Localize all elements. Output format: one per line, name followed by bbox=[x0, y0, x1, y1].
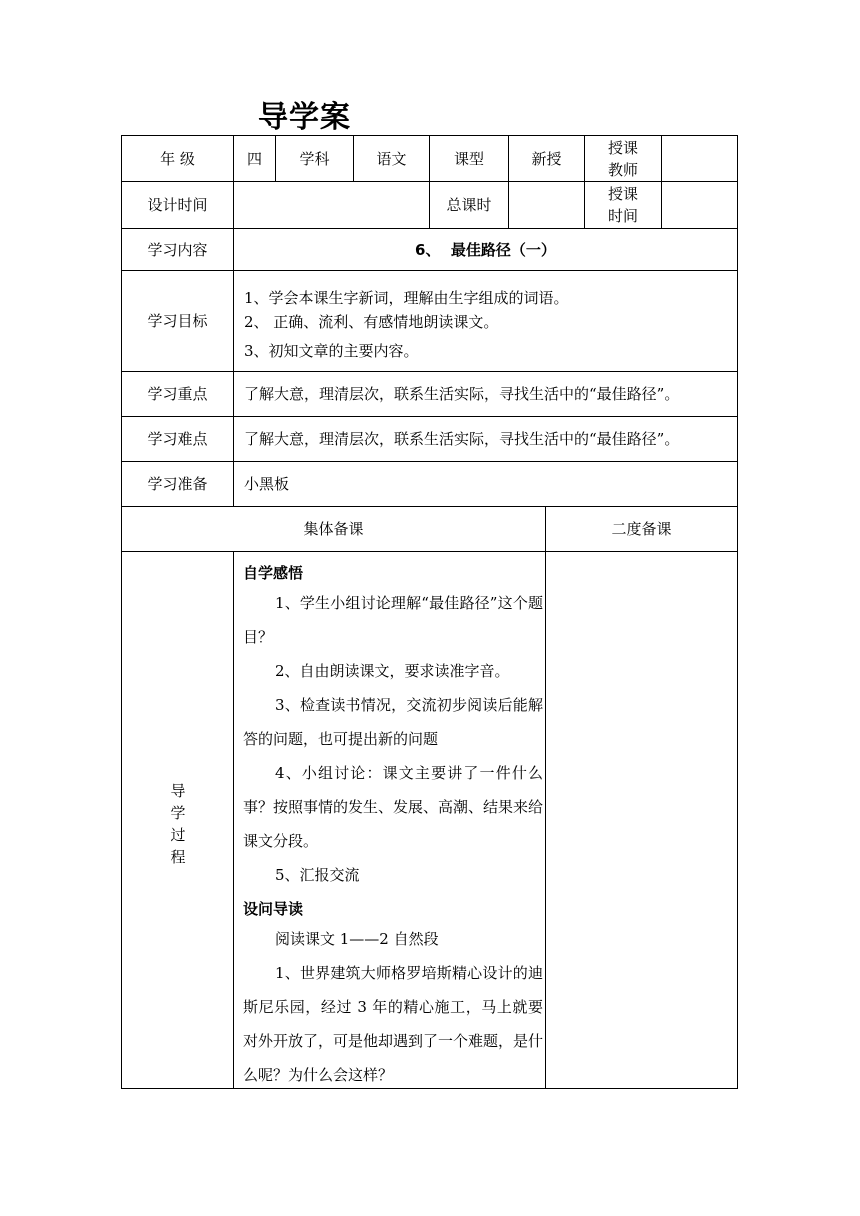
total-hours-value bbox=[509, 182, 584, 228]
process-label-char: 过 bbox=[170, 826, 186, 844]
process-content bbox=[243, 560, 543, 1092]
section-title: 自学感悟 bbox=[243, 564, 304, 582]
preparation-value: 小黑板 bbox=[244, 475, 290, 493]
process-item: 4、小组讨论：课文主要讲了一件什么事？按照事情的发生、发展、高潮、结果来给课文分段。 bbox=[243, 764, 544, 850]
process-label-char: 程 bbox=[170, 848, 186, 866]
grade-label: 年 级 bbox=[160, 149, 195, 168]
goals-label: 学习目标 bbox=[147, 312, 208, 330]
preparation-label: 学习准备 bbox=[147, 475, 208, 493]
process-item: 1、学生小组讨论理解“最佳路径”这个题目？ bbox=[243, 594, 543, 646]
design-time-label: 设计时间 bbox=[147, 196, 208, 214]
goal-item: 1、学会本课生字新词，理解由生字组成的词语。 bbox=[244, 289, 569, 307]
class-time-label: 授课 时间 bbox=[607, 185, 638, 225]
collective-prep-header: 集体备课 bbox=[303, 520, 364, 538]
teacher-value bbox=[662, 136, 737, 181]
process-label-char: 导 bbox=[170, 782, 186, 800]
content-value: 6、 最佳路径（一） bbox=[415, 240, 556, 259]
grade-value: 四 bbox=[246, 149, 262, 168]
subject-value: 语文 bbox=[376, 149, 407, 168]
difficulties-label: 学习难点 bbox=[147, 430, 208, 448]
process-intro: 阅读课文 1——2 自然段 bbox=[275, 930, 439, 948]
class-time-value bbox=[662, 182, 737, 228]
process-item: 5、汇报交流 bbox=[275, 866, 360, 884]
page-title: 导学案 bbox=[258, 100, 351, 135]
subject-label: 学科 bbox=[299, 149, 330, 168]
difficulties-value: 了解大意，理清层次，联系生活实际，寻找生活中的“最佳路径”。 bbox=[244, 430, 680, 448]
goal-item: 2、 正确、流利、有感情地朗读课文。 bbox=[244, 313, 499, 331]
type-value: 新授 bbox=[531, 149, 562, 168]
process-label-char: 学 bbox=[170, 804, 186, 822]
section-title: 设问导读 bbox=[243, 900, 304, 918]
secondary-prep-header: 二度备课 bbox=[611, 520, 672, 538]
process-item: 1、世界建筑大师格罗培斯精心设计的迪斯尼乐园，经过 3 年的精心施工，马上就要对外开放了，可是他却遇到了一个难题，是什么呢？为什么会这样？ bbox=[243, 964, 544, 1084]
type-label: 课型 bbox=[453, 149, 484, 168]
process-item: 2、自由朗读课文，要求读准字音。 bbox=[275, 662, 510, 680]
design-time-value bbox=[234, 182, 429, 228]
process-label bbox=[168, 780, 188, 868]
process-item: 3、检查读书情况，交流初步阅读后能解答的问题，也可提出新的问题 bbox=[243, 696, 543, 748]
key-points-label: 学习重点 bbox=[147, 385, 208, 403]
total-hours-label: 总课时 bbox=[446, 196, 492, 214]
goal-item: 3、初知文章的主要内容。 bbox=[244, 342, 419, 360]
goals-list bbox=[244, 286, 569, 363]
key-points-value: 了解大意，理清层次，联系生活实际，寻找生活中的“最佳路径”。 bbox=[244, 385, 680, 403]
content-label: 学习内容 bbox=[147, 240, 208, 259]
teacher-label: 授课 教师 bbox=[607, 138, 638, 179]
